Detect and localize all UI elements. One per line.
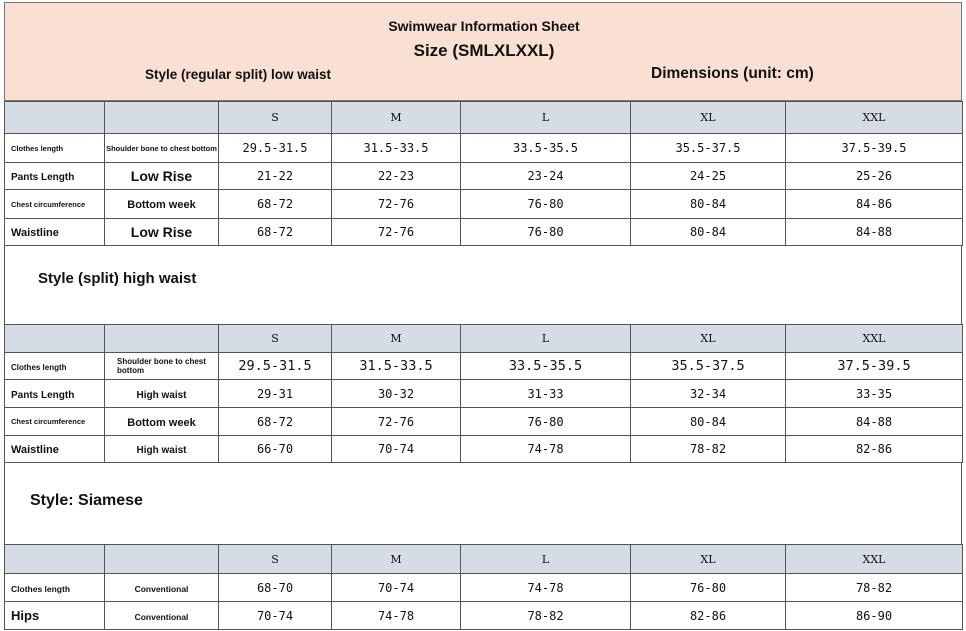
cell: 32-34 bbox=[631, 380, 786, 408]
row-label: Clothes length bbox=[5, 134, 105, 163]
siamese-table bbox=[4, 544, 963, 630]
size-header: M bbox=[332, 325, 461, 353]
low-waist-table bbox=[4, 101, 963, 246]
cell: 70-74 bbox=[332, 436, 461, 463]
header-blank bbox=[5, 545, 105, 574]
row-sub-label: Shoulder bone to chest bottom bbox=[105, 134, 219, 163]
header-blank bbox=[5, 325, 105, 353]
table-row bbox=[5, 408, 963, 436]
high-waist-table bbox=[4, 324, 963, 463]
table-row bbox=[5, 602, 963, 630]
table-row bbox=[5, 190, 963, 219]
row-label: Clothes length bbox=[5, 353, 105, 380]
size-header: XXL bbox=[786, 325, 963, 353]
style-low-waist-title: Style (regular split) low waist bbox=[145, 67, 332, 82]
dimensions-unit: Dimensions (unit: cm) bbox=[651, 65, 814, 82]
cell: 80-84 bbox=[631, 219, 786, 246]
table-row bbox=[5, 353, 963, 380]
size-header: L bbox=[461, 545, 631, 574]
row-sub-label: Shoulder bone to chest bottom bbox=[105, 353, 219, 380]
cell: 35.5-37.5 bbox=[631, 134, 786, 163]
row-label: Chest circumference bbox=[5, 190, 105, 219]
row-label: Chest circumference bbox=[5, 408, 105, 436]
size-header: S bbox=[219, 545, 332, 574]
size-header: M bbox=[332, 545, 461, 574]
cell: 80-84 bbox=[631, 408, 786, 436]
cell: 76-80 bbox=[461, 219, 631, 246]
size-header-row bbox=[5, 545, 963, 574]
row-label: Waistline bbox=[5, 436, 105, 463]
cell: 30-32 bbox=[332, 380, 461, 408]
cell: 31-33 bbox=[461, 380, 631, 408]
cell: 66-70 bbox=[219, 436, 332, 463]
cell: 78-82 bbox=[631, 436, 786, 463]
cell: 33.5-35.5 bbox=[461, 134, 631, 163]
cell: 76-80 bbox=[631, 574, 786, 602]
sheet-title: Swimwear Information Sheet bbox=[388, 18, 580, 34]
cell: 33.5-35.5 bbox=[461, 353, 631, 380]
cell: 76-80 bbox=[461, 190, 631, 219]
cell: 31.5-33.5 bbox=[332, 353, 461, 380]
cell: 29.5-31.5 bbox=[219, 353, 332, 380]
row-label: Pants Length bbox=[5, 163, 105, 190]
header-blank bbox=[105, 325, 219, 353]
cell: 84-86 bbox=[786, 190, 963, 219]
cell: 74-78 bbox=[332, 602, 461, 630]
row-sub-label: High waist bbox=[105, 436, 219, 463]
cell: 82-86 bbox=[786, 436, 963, 463]
cell: 31.5-33.5 bbox=[332, 134, 461, 163]
header-blank bbox=[5, 102, 105, 134]
cell: 72-76 bbox=[332, 190, 461, 219]
header-blank bbox=[105, 545, 219, 574]
row-sub-label: Conventional bbox=[105, 574, 219, 602]
size-header: XL bbox=[631, 102, 786, 134]
cell: 35.5-37.5 bbox=[631, 353, 786, 380]
cell: 23-24 bbox=[461, 163, 631, 190]
row-sub-label: Conventional bbox=[105, 602, 219, 630]
size-header: XXL bbox=[786, 102, 963, 134]
row-sub-label: High waist bbox=[105, 380, 219, 408]
cell: 86-90 bbox=[786, 602, 963, 630]
cell: 25-26 bbox=[786, 163, 963, 190]
table-row bbox=[5, 134, 963, 163]
size-header: XL bbox=[631, 325, 786, 353]
size-header: S bbox=[219, 102, 332, 134]
sheet-header bbox=[4, 2, 962, 101]
cell: 68-72 bbox=[219, 190, 332, 219]
cell: 74-78 bbox=[461, 436, 631, 463]
cell: 78-82 bbox=[461, 602, 631, 630]
table-row bbox=[5, 163, 963, 190]
cell: 68-72 bbox=[219, 408, 332, 436]
size-header: L bbox=[461, 325, 631, 353]
row-label: Pants Length bbox=[5, 380, 105, 408]
cell: 72-76 bbox=[332, 408, 461, 436]
row-sub-label: Bottom week bbox=[105, 190, 219, 219]
cell: 76-80 bbox=[461, 408, 631, 436]
size-range: Size (SMLXLXXL) bbox=[413, 41, 555, 60]
cell: 33-35 bbox=[786, 380, 963, 408]
cell: 82-86 bbox=[631, 602, 786, 630]
header-blank bbox=[105, 102, 219, 134]
cell: 24-25 bbox=[631, 163, 786, 190]
row-sub-label: Low Rise bbox=[105, 163, 219, 190]
row-label: Waistline bbox=[5, 219, 105, 246]
size-header: S bbox=[219, 325, 332, 353]
cell: 84-88 bbox=[786, 219, 963, 246]
info-sheet bbox=[4, 2, 962, 630]
cell: 70-74 bbox=[332, 574, 461, 602]
size-header: M bbox=[332, 102, 461, 134]
cell: 68-70 bbox=[219, 574, 332, 602]
size-header-row bbox=[5, 325, 963, 353]
cell: 37.5-39.5 bbox=[786, 353, 963, 380]
cell: 72-76 bbox=[332, 219, 461, 246]
cell: 84-88 bbox=[786, 408, 963, 436]
row-label: Hips bbox=[5, 602, 105, 630]
table-row bbox=[5, 436, 963, 463]
cell: 74-78 bbox=[461, 574, 631, 602]
row-sub-label: Low Rise bbox=[105, 219, 219, 246]
size-header: XXL bbox=[786, 545, 963, 574]
section-gap bbox=[4, 462, 962, 545]
style-high-waist-title: Style (split) high waist bbox=[38, 270, 197, 287]
row-label: Clothes length bbox=[5, 574, 105, 602]
cell: 80-84 bbox=[631, 190, 786, 219]
cell: 22-23 bbox=[332, 163, 461, 190]
size-header: XL bbox=[631, 545, 786, 574]
cell: 70-74 bbox=[219, 602, 332, 630]
cell: 37.5-39.5 bbox=[786, 134, 963, 163]
size-header: L bbox=[461, 102, 631, 134]
table-row bbox=[5, 574, 963, 602]
cell: 68-72 bbox=[219, 219, 332, 246]
cell: 21-22 bbox=[219, 163, 332, 190]
row-sub-label: Bottom week bbox=[105, 408, 219, 436]
table-row bbox=[5, 380, 963, 408]
table-row bbox=[5, 219, 963, 246]
style-siamese-title: Style: Siamese bbox=[30, 492, 143, 509]
cell: 29-31 bbox=[219, 380, 332, 408]
size-header-row bbox=[5, 102, 963, 134]
cell: 29.5-31.5 bbox=[219, 134, 332, 163]
cell: 78-82 bbox=[786, 574, 963, 602]
